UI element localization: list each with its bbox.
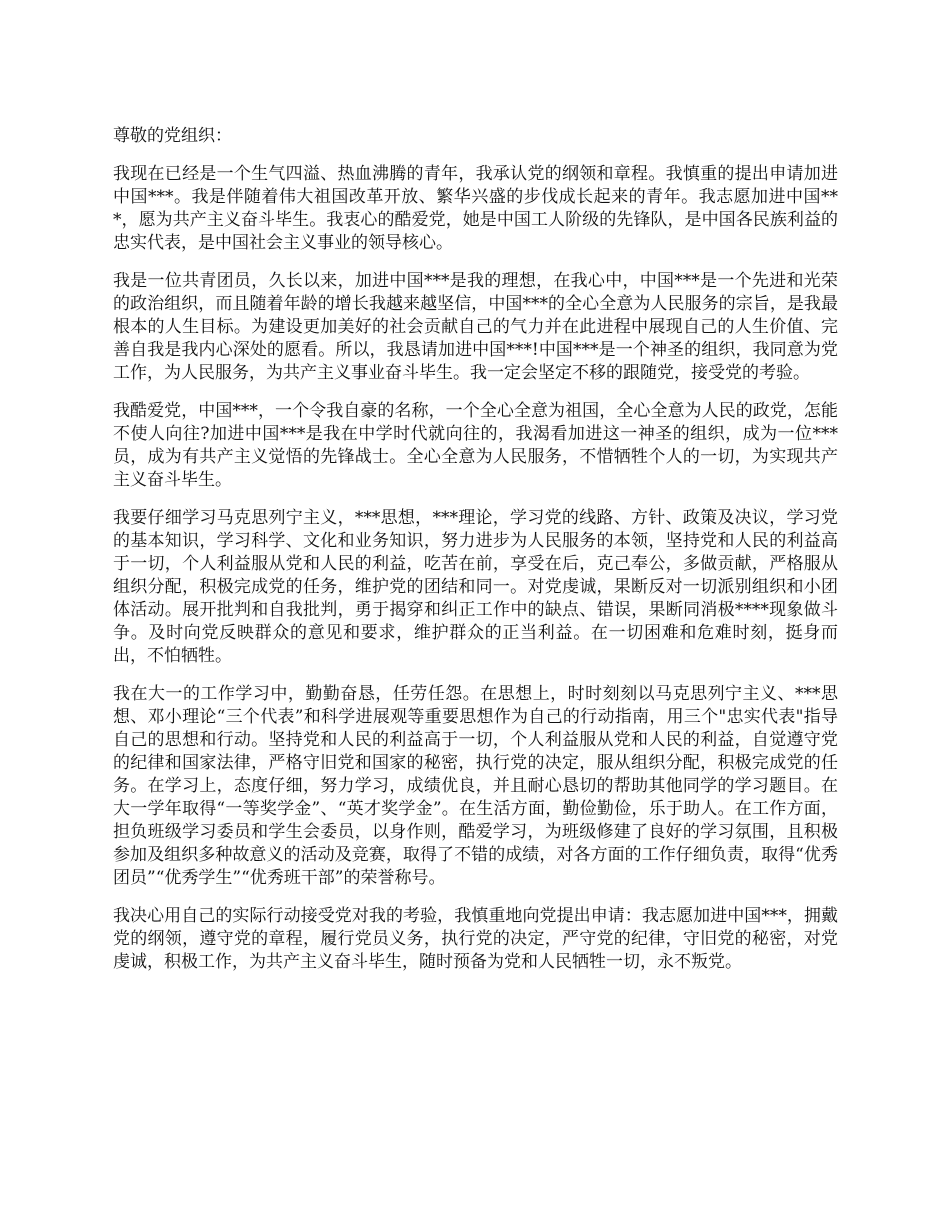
paragraph-1: 我现在已经是一个生气四溢、热血沸腾的青年，我承认党的纲领和章程。我慎重的提出申请加进中国***。我是伴随着伟大祖国改革开放、繁华兴盛的步伐成长起来的青年。我志愿加进中国***，愿为共产主义奋斗毕生。我衷心的酷爱党，她是中国工人阶级的先锋队，是中国各民族利益的忠实代表，是中国社会主义事业的领导核心。 — [113, 164, 838, 253]
paragraph-6: 我决心用自己的实际行动接受党对我的考验，我慎重地向党提出申请：我志愿加进中国***，拥戴党的纲领，遵守党的章程，履行党员义务，执行党的决定，严守党的纪律，守旧党的秘密，对党虔诚，积极工作，为共产主义奋斗毕生，随时预备为党和人民牺牲一切，永不叛党。 — [113, 906, 838, 972]
paragraph-5: 我在大一的工作学习中，勤勤奋恳，任劳任怨。在思想上，时时刻刻以马克思列宁主义、***思想、邓小理论“三个代表”和科学进展观等重要思想作为自己的行动指南，用三个"忠实代表"指导自己的思想和行动。坚持党和人民的利益高于一切，个人利益服从党和人民的利益，自觉遵守党的纪律和国家法律，严格守旧党和国家的秘密，执行党的决定，服从组织分配，积极完成党的任务。在学习上，态度仔细，努力学习，成绩优良，并且耐心恳切的帮助其他同学的学习题目。在大一学年取得“一等奖学金”、“英才奖学金”。在生活方面，勤俭勤俭，乐于助人。在工作方面，担负班级学习委员和学生会委员，以身作则，酷爱学习，为班级修建了良好的学习氛围，且积极参加及组织多种故意义的活动及竞赛，取得了不错的成绩，对各方面的工作仔细负责，取得“优秀团员”“优秀学生”“优秀班干部”的荣誉称号。 — [113, 684, 838, 888]
paragraph-2: 我是一位共青团员，久长以来，加进中国***是我的理想，在我心中，中国***是一个先进和光荣的政治组织，而且随着年龄的增长我越来越坚信，中国***的全心全意为人民服务的宗旨，是我最根本的人生目标。为建设更加美好的社会贡献自己的气力并在此进程中展现自己的人生价值、完善自我是我内心深处的愿看。所以，我恳请加进中国***!中国***是一个神圣的组织，我同意为党工作，为人民服务，为共产主义事业奋斗毕生。我一定会坚定不移的跟随党，接受党的考验。 — [113, 271, 838, 383]
letter-body — [113, 125, 838, 989]
salutation: 尊敬的党组织： — [113, 126, 232, 146]
paragraph-4: 我要仔细学习马克思列宁主义，***思想，***理论，学习党的线路、方针、政策及决议，学习党的基本知识，学习科学、文化和业务知识，努力进步为人民服务的本领，坚持党和人民的利益高于一切，个人利益服从党和人民的利益，吃苦在前，享受在后，克己奉公，多做贡献，严格服从组织分配，积极完成党的任务，维护党的团结和同一。对党虔诚，果断反对一切派别组织和小团体活动。展开批判和自我批判，勇于揭穿和纠正工作中的缺点、错误，果断同消极****现象做斗争。及时向党反映群众的意见和要求，维护群众的正当利益。在一切困难和危难时刻，挺身而出，不怕牺牲。 — [113, 508, 838, 666]
paragraph-3: 我酷爱党，中国***，一个令我自豪的名称，一个全心全意为祖国，全心全意为人民的政党，怎能不使人向往?加进中国***是我在中学时代就向往的，我渴看加进这一神圣的组织，成为一位***员，成为有共产主义觉悟的先锋战士。全心全意为人民服务，不惜牺牲个人的一切，为实现共产主义奋斗毕生。 — [113, 401, 838, 490]
